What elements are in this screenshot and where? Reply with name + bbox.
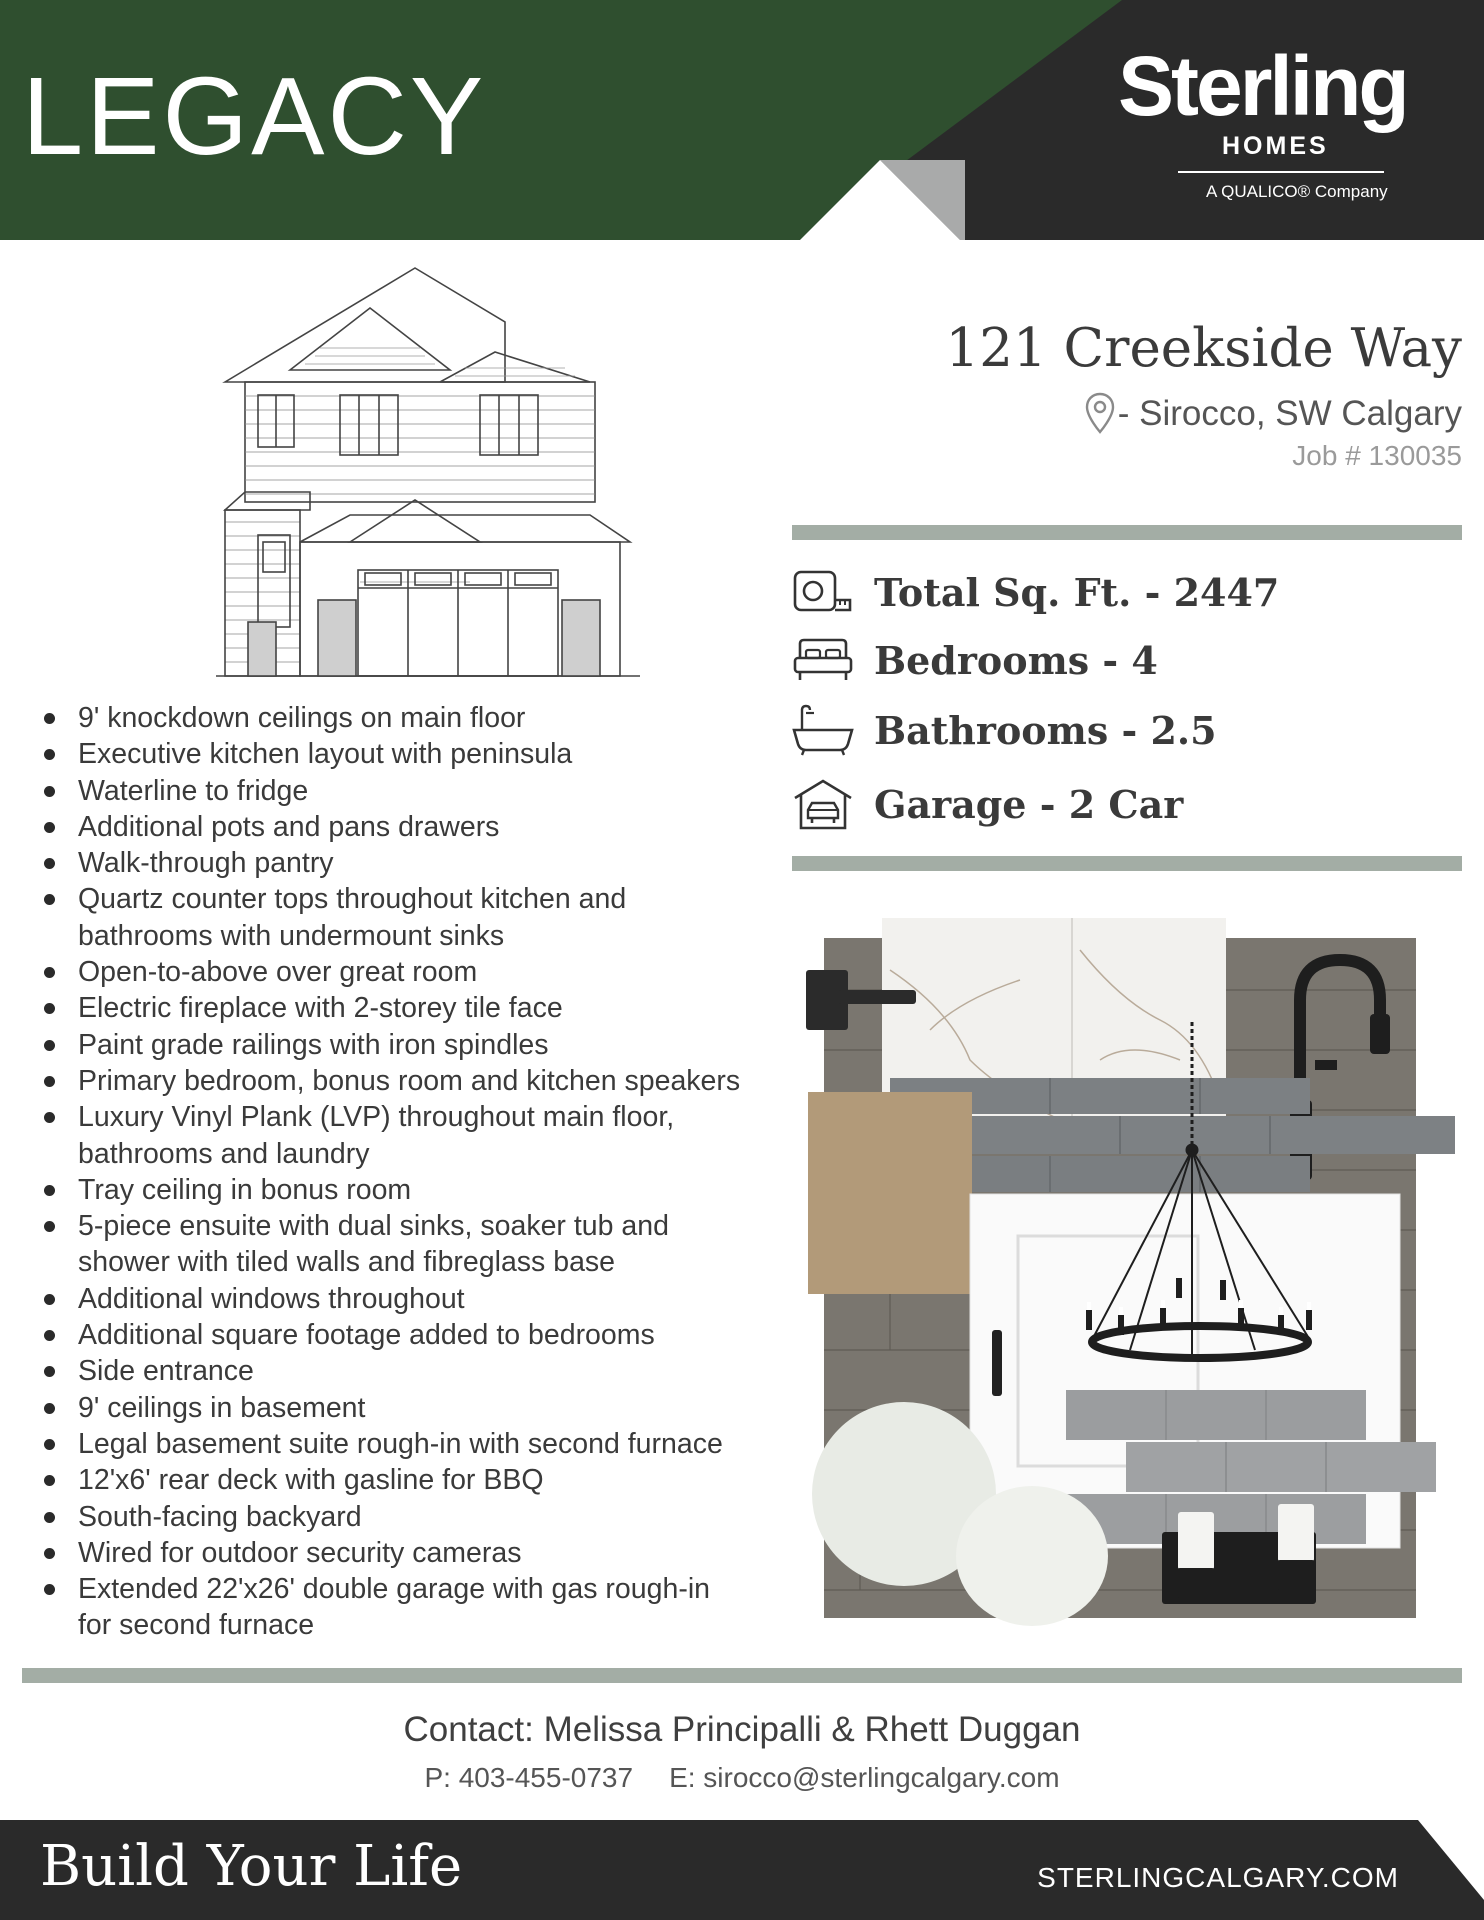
stat-bedrooms: [792, 634, 1158, 686]
feature-item: Electric fireplace with 2-storey tile face: [40, 990, 810, 1026]
stat-label: Garage - 2 Car: [874, 781, 1184, 827]
feature-item: Walk-through pantry: [40, 845, 810, 881]
feature-item: bathrooms and laundry: [78, 1137, 370, 1170]
stats-bottom-divider: [792, 856, 1462, 871]
feature-item: Quartz counter tops throughout kitchen and: [40, 881, 810, 917]
feature-item: shower with tiled walls and fibreglass base: [78, 1246, 616, 1279]
location-pin-icon: [1084, 392, 1116, 436]
feature-item: 12'x6' rear deck with gasline for BBQ: [40, 1462, 810, 1498]
feature-item: Tray ceiling in bonus room: [40, 1172, 810, 1208]
stat-total-sqft: [792, 566, 1279, 618]
feature-item: Additional windows throughout: [40, 1281, 810, 1317]
feature-item: Waterline to fridge: [40, 773, 810, 809]
model-title: LEGACY: [22, 55, 487, 178]
contact-phone[interactable]: P: 403-455-0737: [424, 1762, 634, 1793]
contact-details: [0, 1762, 1484, 1794]
feature-item: Legal basement suite rough-in with second furnace: [40, 1426, 810, 1462]
feature-item: Executive kitchen layout with peninsula: [40, 736, 810, 772]
tape-measure-icon: [792, 566, 854, 618]
location-text: - Sirocco, SW Calgary: [1117, 394, 1462, 433]
feature-item: 5-piece ensuite with dual sinks, soaker tub and: [40, 1208, 810, 1244]
stat-garage: [792, 778, 1183, 830]
header-banner: [0, 0, 1484, 240]
feature-item: for second furnace: [78, 1609, 315, 1642]
footer-banner: [0, 1820, 1484, 1920]
footer-website-link[interactable]: STERLINGCALGARY.COM: [1037, 1862, 1399, 1893]
property-location: [1084, 392, 1462, 436]
job-number: Job # 130035: [1292, 440, 1462, 471]
house-elevation-drawing: [210, 260, 650, 680]
stats-top-divider: [792, 525, 1462, 540]
feature-item: 9' ceilings in basement: [40, 1390, 810, 1426]
stat-label: Bedrooms - 4: [874, 637, 1158, 683]
feature-item: Extended 22'x26' double garage with gas rough-in: [40, 1571, 810, 1607]
feature-item: Side entrance: [40, 1353, 810, 1389]
contact-email[interactable]: E: sirocco@sterlingcalgary.com: [669, 1762, 1060, 1793]
feature-item: Wired for outdoor security cameras: [40, 1535, 810, 1571]
feature-item: Additional pots and pans drawers: [40, 809, 810, 845]
brand-logo-tagline: A QUALICO® Company: [1206, 182, 1388, 201]
contact-names: Contact: Melissa Principalli & Rhett Duggan: [403, 1710, 1081, 1749]
brand-logo-wordmark: Sterling: [1118, 39, 1407, 133]
feature-item: Additional square footage added to bedrooms: [40, 1317, 810, 1353]
feature-item: 9' knockdown ceilings on main floor: [40, 700, 810, 736]
bed-icon: [792, 634, 854, 686]
feature-item: Open-to-above over great room: [40, 954, 810, 990]
feature-item: bathrooms with undermount sinks: [78, 919, 505, 952]
footer-tagline: Build Your Life: [40, 1834, 463, 1899]
carpet-swatch: [808, 1092, 972, 1294]
stat-label: Total Sq. Ft. - 2447: [874, 569, 1280, 615]
feature-list: [40, 700, 810, 1644]
brand-logo-homes: HOMES: [1222, 132, 1329, 160]
contact-divider: [22, 1668, 1462, 1683]
logo-divider: [1178, 171, 1384, 173]
finishes-moodboard: [800, 910, 1460, 1630]
feature-item: Luxury Vinyl Plank (LVP) throughout main floor,: [40, 1099, 810, 1135]
feature-item: South-facing backyard: [40, 1499, 810, 1535]
stat-bathrooms: [792, 704, 1217, 756]
stat-label: Bathrooms - 2.5: [874, 707, 1217, 753]
feature-item: Primary bedroom, bonus room and kitchen speakers: [40, 1063, 810, 1099]
feature-item: Paint grade railings with iron spindles: [40, 1027, 810, 1063]
property-address: 121 Creekside Way: [945, 318, 1462, 379]
